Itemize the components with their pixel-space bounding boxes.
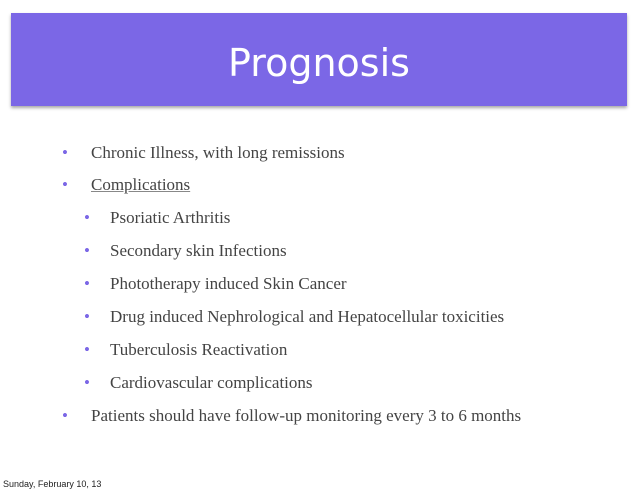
slide-title: Prognosis — [228, 41, 410, 85]
bullet-text: Complications — [91, 175, 191, 194]
bullet-icon: • — [62, 175, 68, 194]
bullet-text: Chronic Illness, with long remissions — [91, 143, 345, 162]
bullet-text: Drug induced Nephrological and Hepatocellular toxicities — [110, 307, 505, 326]
bullet-icon: • — [84, 274, 90, 293]
bullet-text: Patients should have follow-up monitoring every 3 to 6 months — [91, 406, 522, 425]
bullet-text: Secondary skin Infections — [110, 241, 287, 260]
bullet-icon: • — [62, 143, 68, 162]
bullet-text: Phototherapy induced Skin Cancer — [110, 274, 347, 293]
bullet-icon: • — [84, 241, 90, 260]
bullet-icon: • — [84, 373, 90, 392]
bullet-text: Psoriatic Arthritis — [110, 208, 231, 227]
bullet-text: Tuberculosis Reactivation — [110, 340, 288, 359]
bullet-text: Cardiovascular complications — [110, 373, 313, 392]
bullet-icon: • — [84, 208, 90, 227]
bullet-icon: • — [84, 307, 90, 326]
footer-date: Sunday, February 10, 13 — [0, 477, 638, 491]
bullet-icon: • — [84, 340, 90, 359]
bullet-icon: • — [62, 406, 68, 425]
